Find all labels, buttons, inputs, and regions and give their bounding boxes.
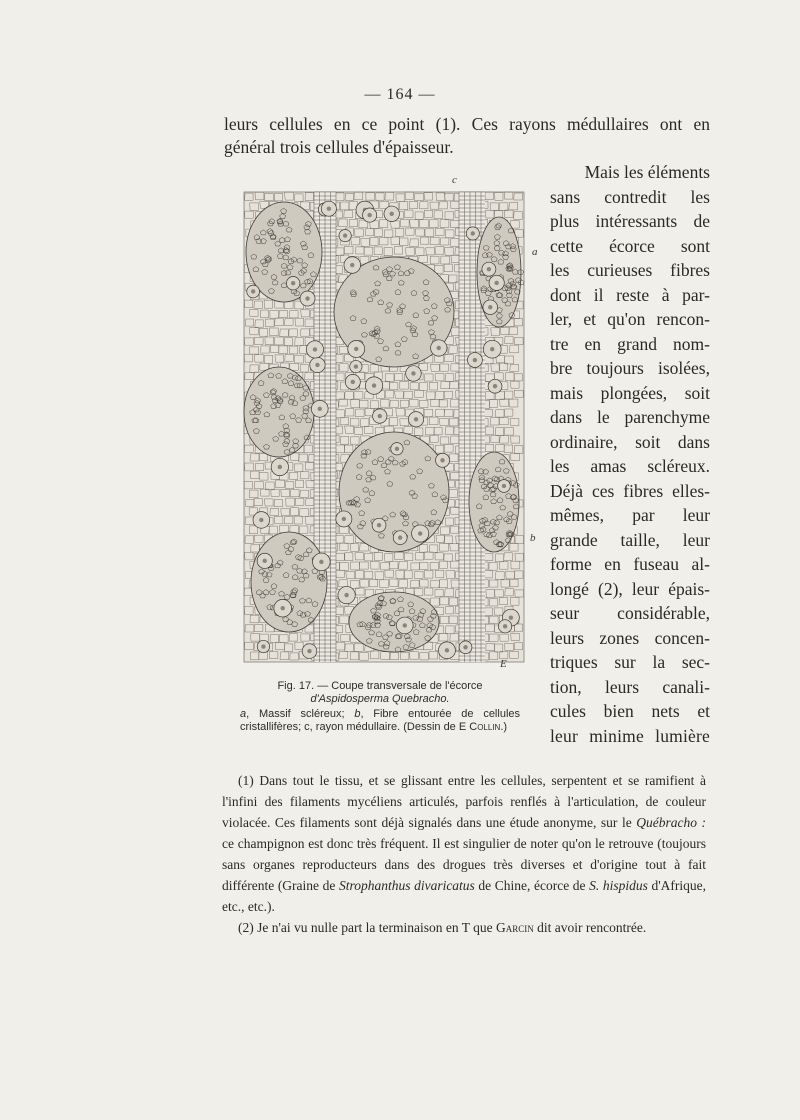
footnote-1: (1) Dans tout le tissu, et se glissant entre les cellules, serpentent et se ramifient à l'infini des filaments mycéliens articulés, parfois renflés à l'articulation, de couleur violacée. Ces filaments sont déjà signalés dans une étude anonyme, sur le Québracho : ce champignon est donc très fréquent. Il est singulier de noter qu'on le retrouve (toujours sans organes reproducteurs dans des drogues très diverses et d'origine tout à fait différente (Graine de Strophanthus divaricatus de Chine, écorce de S. hispidus d'Afrique, etc., etc.).: [222, 773, 706, 914]
side-text-line: Déjà ces fibres elles-: [550, 480, 710, 501]
page-number: — 164 —: [364, 86, 436, 103]
side-text-line: sans contredit les: [550, 186, 710, 207]
figure-signature: E: [500, 658, 507, 670]
figure-label-a: a: [532, 246, 538, 258]
intro-paragraph: [224, 113, 710, 159]
footnote-2: (2) Je n'ai vu nulle part la terminaison en T que Garcin dit avoir rencontrée.: [238, 920, 647, 935]
cross-section-illustration: [234, 172, 534, 677]
side-text-line: longé (2), leur épais-: [550, 578, 710, 599]
side-text-line: cette écorce sont: [550, 235, 710, 256]
intro-line-2: général trois cellules d'épaisseur.: [224, 137, 454, 157]
figure-label-c: c: [452, 174, 457, 186]
side-text-line: les curieuses fibres: [550, 260, 710, 280]
side-text-line: forme en fuseau al-: [550, 554, 710, 574]
side-text-line: grande taille, leur: [550, 529, 710, 550]
side-text-line: seur considérable,: [550, 603, 710, 623]
side-text-line: plus intéressants de: [550, 211, 710, 231]
side-text-line: ler, et qu'on rencon-: [550, 309, 710, 329]
caption-legend: a, Massif scléreux; b, Fibre entourée de cellules cristallifères; c, rayon médullaire. (Dessin de E Collin.): [240, 708, 520, 733]
side-text-line: mais plongées, soit: [550, 382, 710, 403]
figure-caption: [240, 680, 520, 733]
side-text-line: mêmes, par leur: [550, 505, 710, 525]
bark-cross-section-figure: [234, 172, 538, 677]
side-text-line: cules bien nets et: [550, 701, 710, 721]
side-text-line: bre toujours isolées,: [550, 358, 710, 378]
side-text-line: les amas scléreux.: [550, 456, 710, 476]
footnotes: [222, 770, 706, 938]
side-text-line: Mais les éléments: [584, 162, 710, 182]
side-text-line: ordinaire, soit dans: [550, 431, 710, 452]
side-text-column: [550, 160, 710, 748]
caption-title: Fig. 17. — Coupe transversale de l'écorce d'Aspidosperma Quebracho.: [277, 680, 483, 705]
figure-label-b: b: [530, 532, 536, 544]
side-text-line: leurs zones concen-: [550, 627, 710, 648]
side-text-line: dans le parenchyme: [550, 407, 710, 427]
side-text-line: dont il reste à par-: [550, 284, 710, 305]
intro-line-1: leurs cellules en ce point (1). Ces rayons médullaires ont en: [224, 114, 710, 134]
side-text-line: triques sur la sec-: [550, 652, 710, 672]
side-text-line: tion, leurs canali-: [550, 676, 710, 697]
side-text-line: tre en grand nom-: [550, 333, 710, 354]
side-text-line: leur minime lumière: [550, 725, 710, 746]
